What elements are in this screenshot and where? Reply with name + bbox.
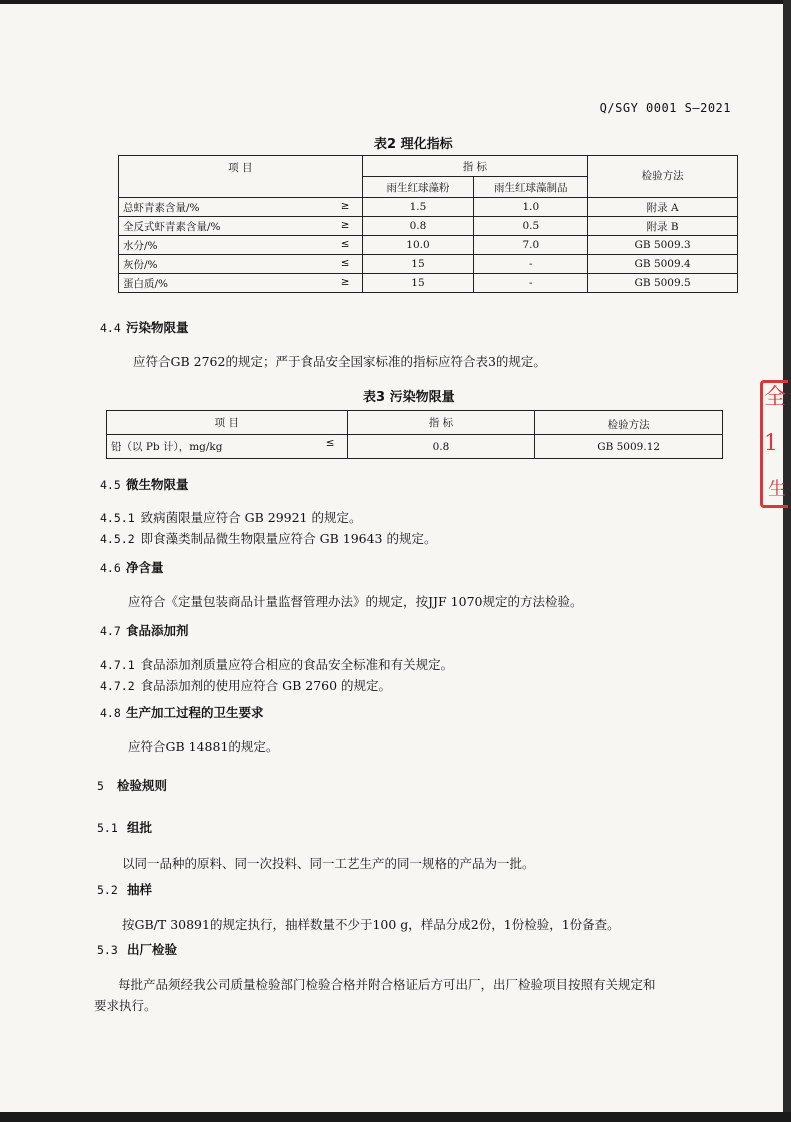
table2: [118, 155, 738, 293]
scan-border-right: [783, 0, 791, 1122]
scan-border-bottom: [0, 1112, 791, 1122]
section-4-6-heading: 4.6 净含量: [100, 560, 164, 575]
table-row: 全反式虾青素含量/% ≥ 0.8 0.5 附录 B: [119, 217, 738, 236]
table2-header-index: 指 标: [362, 156, 588, 177]
table2-header-item: 项 目: [119, 156, 363, 198]
red-stamp: 全 1 生: [758, 380, 788, 510]
table2-header-method: 检验方法: [588, 156, 738, 198]
section-5-3-heading: 5.3 出厂检验: [97, 942, 178, 957]
section-5-heading: 5 检验规则: [97, 778, 168, 793]
table3-header-index: 指 标: [347, 411, 535, 435]
section-5-1-heading: 5.1 组批: [97, 820, 153, 835]
table3: [106, 410, 723, 459]
section-4-8-heading: 4.8 生产加工过程的卫生要求: [100, 705, 264, 720]
section-4-4-text: 应符合GB 2762的规定；严于食品安全国家标准的指标应符合表3的规定。: [133, 354, 546, 369]
section-5-3-text-line2: 要求执行。: [94, 998, 157, 1013]
section-5-2-text: 按GB/T 30891的规定执行，抽样数量不少于100 g，样品分成2份，1份检验，1份备查。: [122, 917, 620, 932]
scan-border-top: [0, 0, 791, 4]
section-4-5-heading: 4.5 微生物限量: [100, 477, 189, 492]
list-item: 4.5.2 即食藻类制品微生物限量应符合 GB 19643 的规定。: [100, 531, 437, 546]
section-4-4-heading: 4.4 污染物限量: [100, 320, 189, 335]
table3-header-method: 检验方法: [535, 411, 723, 435]
list-item: 4.5.1 致病菌限量应符合 GB 29921 的规定。: [100, 510, 362, 525]
document-id: Q/SGY 0001 S—2021: [599, 101, 731, 115]
table-row: 蛋白质/% ≥ 15 - GB 5009.5: [119, 274, 738, 293]
section-5-2-heading: 5.2 抽样: [97, 882, 153, 897]
table3-header-item: 项 目: [107, 411, 348, 435]
table-row: 铅（以 Pb 计），mg/kg ≤ 0.8 GB 5009.12: [107, 435, 723, 459]
section-4-7-heading: 4.7 食品添加剂: [100, 623, 189, 638]
table2-subheader: 雨生红球藻制品: [474, 177, 588, 198]
table-row: 总虾青素含量/% ≥ 1.5 1.0 附录 A: [119, 198, 738, 217]
table-row: 水分/% ≤ 10.0 7.0 GB 5009.3: [119, 236, 738, 255]
section-5-1-text: 以同一品种的原料、同一次投料、同一工艺生产的同一规格的产品为一批。: [122, 856, 535, 871]
table-row: 灰份/% ≤ 15 - GB 5009.4: [119, 255, 738, 274]
table3-caption: 表3 污染物限量: [363, 390, 455, 405]
section-4-8-text: 应符合GB 14881的规定。: [128, 739, 279, 754]
table2-subheader: 雨生红球藻粉: [362, 177, 474, 198]
section-5-3-text-line1: 每批产品须经我公司质量检验部门检验合格并附合格证后方可出厂，出厂检验项目按照有关规定和: [118, 977, 656, 992]
table2-caption: 表2 理化指标: [374, 137, 453, 152]
list-item: 4.7.2 食品添加剂的使用应符合 GB 2760 的规定。: [100, 678, 392, 693]
list-item: 4.7.1 食品添加剂质量应符合相应的食品安全标准和有关规定。: [100, 657, 454, 672]
section-4-6-text: 应符合《定量包装商品计量监督管理办法》的规定，按JJF 1070规定的方法检验。: [128, 594, 583, 609]
